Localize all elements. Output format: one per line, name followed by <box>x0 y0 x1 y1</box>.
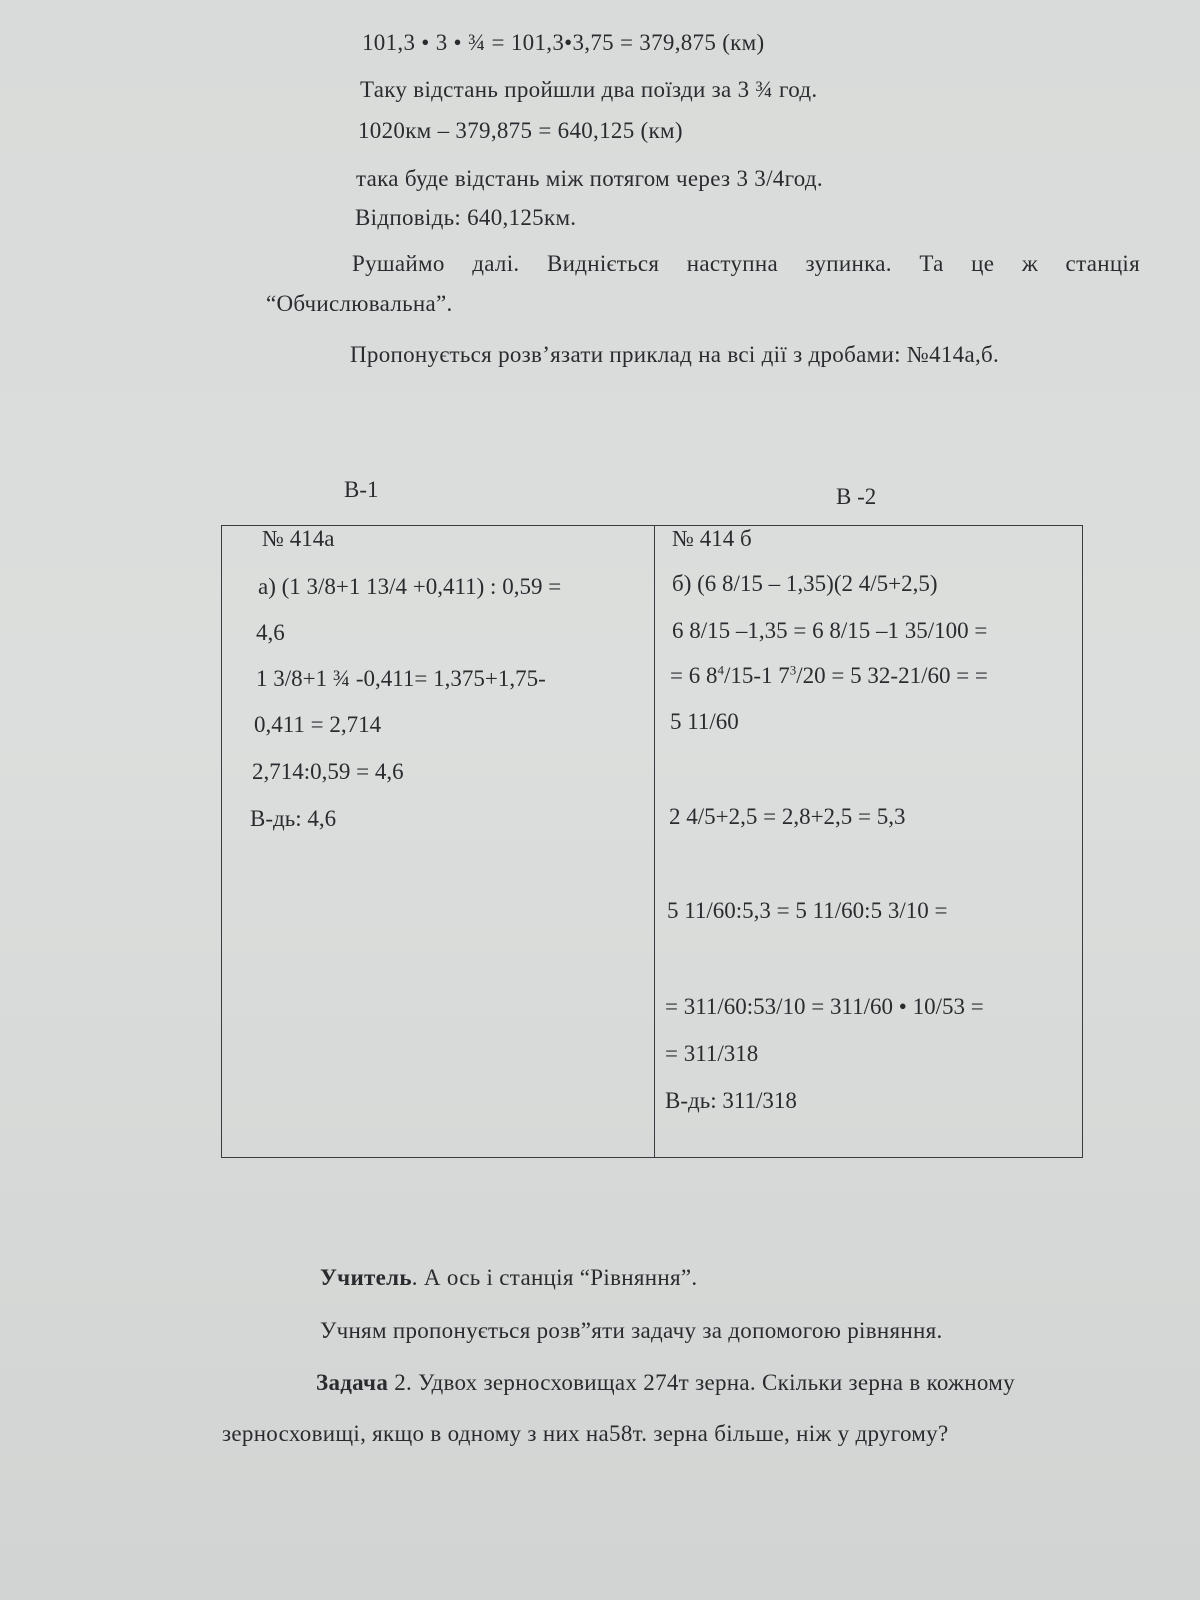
solutions-table <box>221 525 1083 1158</box>
col2-line: 5 11/60 <box>670 709 739 734</box>
col2-line: = 311/60:53/10 = 311/60 • 10/53 = <box>665 994 984 1019</box>
table-divider <box>654 526 655 1157</box>
col2-line: 6 8/15 –1,35 = 6 8/15 –1 35/100 = <box>672 618 988 643</box>
col2-answer: В-дь: 311/318 <box>665 1088 797 1113</box>
col1-line: 2,714:0,59 = 4,6 <box>252 759 404 784</box>
calc-line-1: 101,3 • 3 • ¾ = 101,3•3,75 = 379,875 (км) <box>362 30 765 55</box>
col2-line: 2 4/5+2,5 = 2,8+2,5 = 5,3 <box>669 804 906 829</box>
col2-line: № 414 б <box>672 526 752 551</box>
problem-line-1: Задача 2. Удвох зерносховищах 274т зерна. Скільки зерна в кожному <box>316 1370 1015 1395</box>
variant-2-label: В -2 <box>836 484 877 509</box>
answer-line: Відповідь: 640,125км. <box>355 205 577 230</box>
col1-line: 0,411 = 2,714 <box>254 712 382 737</box>
col2-line: 5 11/60:5,3 = 5 11/60:5 3/10 = <box>667 898 948 923</box>
calc-line-3: 1020км – 379,875 = 640,125 (км) <box>358 118 683 143</box>
variant-1-label: В-1 <box>344 477 379 502</box>
students-line: Учням пропонується розв”яти задачу за допомогою рівняння. <box>320 1318 943 1343</box>
problem-line-2: зерносховищі, якщо в одному з них на58т. зерна більше, ніж у другому? <box>222 1421 949 1446</box>
task-line: Пропонується розв’язати приклад на всі дії з дробами: №414а,б. <box>350 342 1000 367</box>
col2-line-with-superscripts: = 6 $8^4/15-1$ $7^3/20 = 5$ 32-21/60 = = <box>670 662 988 688</box>
col1-line: В-дь: 4,6 <box>250 806 337 831</box>
calc-line-2: Таку відстань пройшли два поїзди за 3 ¾ год. <box>360 77 818 102</box>
station-para-line-1: Рушаймо далі. Видніється наступна зупинка. Та це ж станція <box>352 251 1140 276</box>
col2-line: = 311/318 <box>665 1041 759 1066</box>
col1-line: 4,6 <box>256 620 285 645</box>
col1-line: № 414а <box>262 526 335 551</box>
teacher-line: Учитель. А ось і станція “Рівняння”. <box>320 1265 698 1290</box>
station-para-line-2: “Обчислювальна”. <box>266 291 453 316</box>
col1-line: а) (1 3/8+1 13/4 +0,411) : 0,59 = <box>258 574 562 599</box>
col1-line: 1 3/8+1 ¾ -0,411= 1,375+1,75- <box>256 666 546 691</box>
col2-line: б) (6 8/15 – 1,35)(2 4/5+2,5) <box>672 571 938 596</box>
calc-line-4: така буде відстань між потягом через 3 3/4год. <box>356 166 823 191</box>
